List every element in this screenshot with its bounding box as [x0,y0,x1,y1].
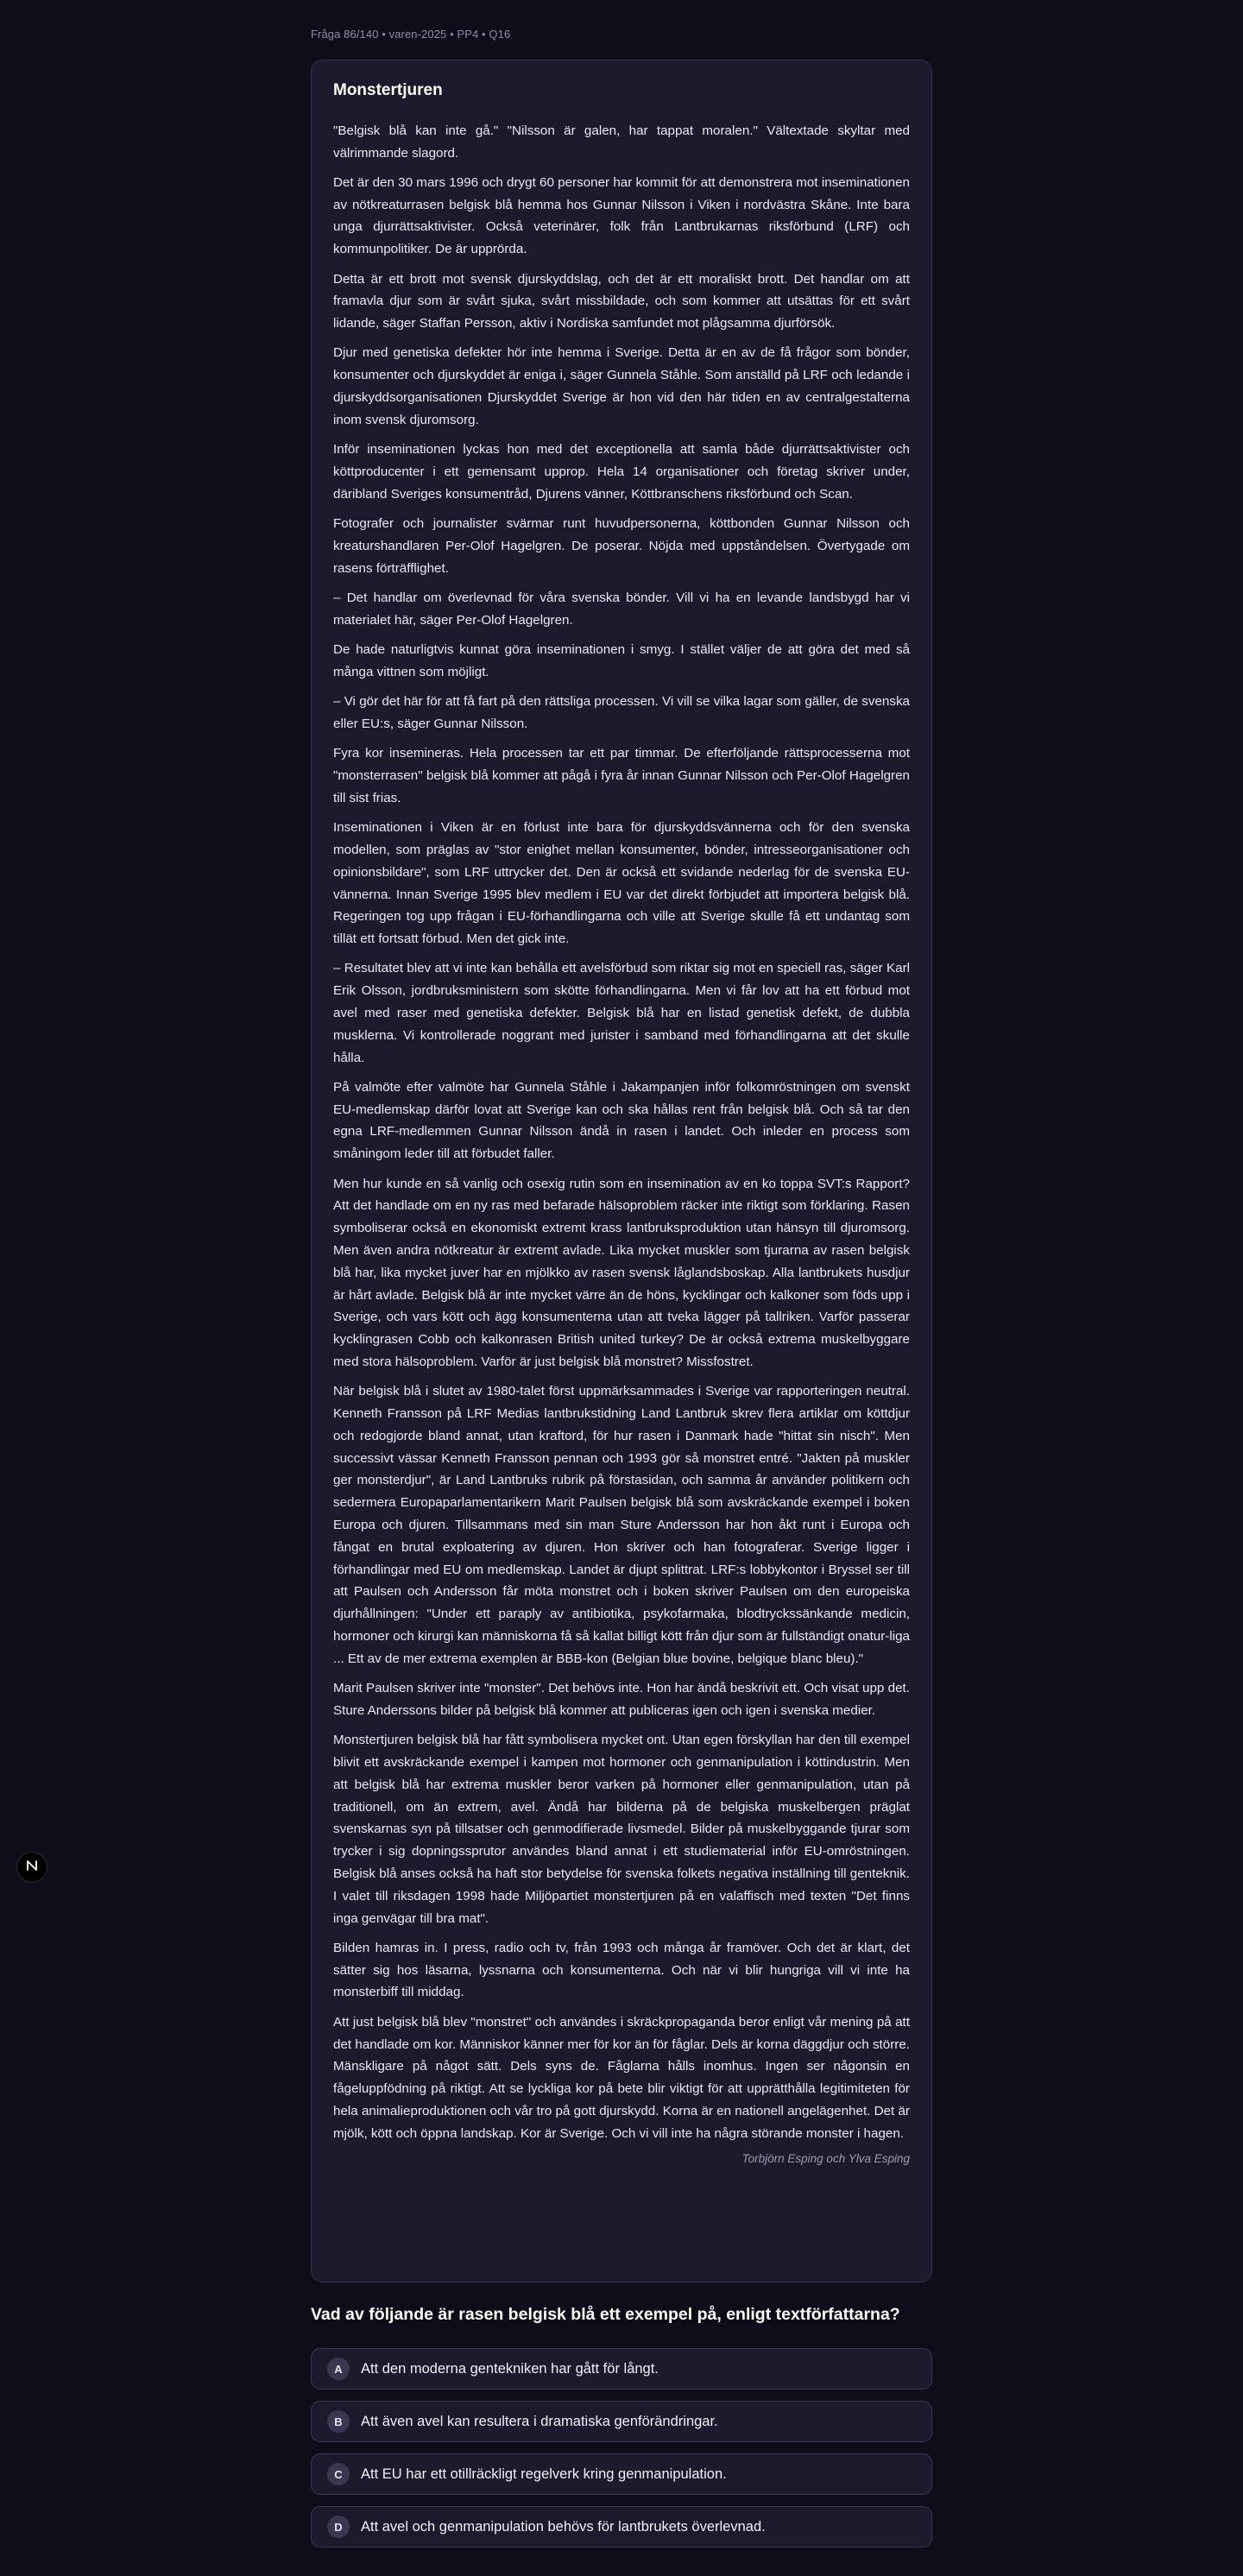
option-text: Att EU har ett otillräckligt regelverk kring genmanipulation. [361,2466,727,2482]
article-paragraph: På valmöte efter valmöte har Gunnela Ståhle i Jakampanjen inför folkomröstningen om svenskt EU-medlemskap därför lovat att Sverige kan och ska hållas rent från belgisk blå. Och så tar den egna LRF-medlemmen Gunnar Nilsson ändå in rasen i landet. Och inleder en process som småningom leder till att förbudet faller. [333,1079,910,1162]
article-paragraph: – Vi gör det här för att få fart på den rättsliga processen. Vi vill se vilka lagar som gäller, de svenska eller EU:s, säger Gunnar Nilsson. [333,694,910,731]
answer-options [311,2348,932,2559]
option-text: Att även avel kan resultera i dramatiska genförändringar. [361,2413,718,2429]
option-text: Att avel och genmanipulation behövs för lantbrukets överlevnad. [361,2518,766,2535]
breadcrumb: Fråga 86/140 • varen-2025 • PP4 • Q16 [311,28,511,41]
option-letter-badge: D [327,2516,350,2538]
article-paragraph: Inför inseminationen lyckas hon med det exceptionella att samla både djurrättsaktivister och köttproducenter i ett gemensamt upprop. Hela 14 organisationer och företag skriver under, däribland Sveriges konsumentråd, Djurens vänner, Köttbranschens riksförbund och Scan. [333,442,910,502]
article-paragraph: – Resultatet blev att vi inte kan behålla ett avelsförbud som riktar sig mot en speciell ras, säger Karl Erik Olsson, jordbruksministern som skötte förhandlingarna. Men vi får lov att ha ett förbud mot avel med raser med genetiska defekter. Belgisk blå har en listad genetisk defekt, de dubbla musklerna. Vi kontrollerade noggrant med jurister i samband med förhandlingarna att det skulle hålla. [333,961,910,1065]
article-card [311,60,932,2282]
answer-option-b[interactable] [311,2401,932,2442]
answer-option-d[interactable] [311,2506,932,2548]
n-logo-button[interactable] [16,1852,47,1883]
article-paragraph: Marit Paulsen skriver inte "monster". Det behövs inte. Hon har ändå beskrivit ett. Och visat upp det. Sture Anderssons bilder på belgisk blå kommer att publiceras igen och igen i svenska medier. [333,1681,910,1718]
article-paragraph: Men hur kunde en så vanlig och osexig rutin som en insemination av en ko toppa SVT:s Rapport? Att det handlade om en ny ras med befarade hälsoproblem räcker inte riktigt som förklaring. Rasen symboliserar också en ekonomiskt extremt krass lantbruksproduktion utan hänsyn till djuromsorg. Men även andra nötkreatur är extremt avlade. Lika mycket muskler som tjurarna av rasen belgisk blå har, lika mycket juver har en mjölkko av rasen svensk låglandsboskap. Alla lantbrukets husdjur är hårt avlade. Belgisk blå är inte mycket värre än de höns, kycklingar och kalkoner som föds upp i Sverige, och vars kött och ägg konsumenterna utan att tveka lägger på tallriken. Varför passerar kycklingrasen Cobb och kalkonrasen British united turkey? De är också extrema muskelbyggare med stora hälsoproblem. Varför är just belgisk blå monstret? Missfostret. [333,1176,910,1369]
option-text: Att den moderna gentekniken har gått för långt. [361,2360,659,2377]
article-paragraph: Djur med genetiska defekter hör inte hemma i Sverige. Detta är en av de få frågor som bönder, konsumenter och djurskyddet är eniga i, säger Gunnela Ståhle. Som anställd på LRF och ledande i djurskyddsorganisationen Djurskyddet Sverige är hon vid den här tiden en av centralgestalterna inom svensk djuromsorg. [333,345,910,427]
article-paragraph: När belgisk blå i slutet av 1980-talet först uppmärksammades i Sverige var rapporteringen neutral. Kenneth Fransson på LRF Medias lantbrukstidning Land Lantbruk skrev flera artiklar om köttdjur och redogjorde bland annat, utan kraftord, för hur rasen i Danmark hade "hittat sin nisch". Men successivt vässar Kenneth Fransson pennan och 1993 gör så monstret entré. "Jakten på muskler ger monsterdjur", är Land Lantbruks rubrik på förstasidan, och samma år använder politikern och sedermera Europaparlamentarikern Marit Paulsen belgisk blå som avskräckande exempel i boken Europa och djuren. Tillsammans med sin man Sture Andersson har hon åkt runt i Europa och fångat en brutal exploatering av djuren. Hon skriver och han fotograferar. Sverige ligger i förhandlingar med EU om medlemskap. Landet är djupt splittrat. LRF:s lobbykontor i Bryssel ser till att Paulsen och Andersson får möta monstret och i boken skriver Paulsen om den europeiska djurhållningen: "Under ett paraply av antibiotika, psykofarmaka, blodtryckssänkande medicin, hormoner och kirurgi kan människorna få så kallat billigt kött från djur som är fullständigt onatur-liga ... Ett av de mer extrema exemplen är BBB-kon (Belgian blue bovine, belgique blanc bleu)." [333,1384,910,1666]
article-paragraph: Monstertjuren belgisk blå har fått symbolisera mycket ont. Utan egen förskyllan har den till exempel blivit ett avskräckande exempel i kampen mot hormoner och genmanipulation i köttindustrin. Men att belgisk blå har extrema muskler beror varken på hormoner eller genmanipulation, utan på traditionell, om än extrem, avel. Ändå har bilderna på de belgiska muskelbergen präglat svenskarnas syn på tillsatser och genmodifierade livsmedel. Bilder på muskelbyggande tjurar som trycker i sig dopningssprutor användes bland annat i ett studiematerial inför EU-omröstningen. Belgisk blå anses också ha haft stor betydelse för svenska folkets negativa inställning till genteknik. I valet till riksdagen 1998 hade Miljöpartiet monstertjuren på en valaffisch med texten "Det finns inga genvägar till bra mat". [333,1733,910,1926]
article-paragraph: Det är den 30 mars 1996 och drygt 60 personer har kommit för att demonstrera mot inseminationen av nötkreaturrasen belgisk blå hemma hos Gunnar Nilsson i Viken i nordvästra Skåne. Inte bara unga djurrättsaktivister. Också veterinärer, folk från Lantbrukarnas riksförbund (LRF) och kommunpolitiker. De är upprörda. [333,174,910,257]
article-paragraph: Fotografer och journalister svärmar runt huvudpersonerna, köttbonden Gunnar Nilsson och kreaturshandlaren Per-Olof Hagelgren. De poserar. Nöjda med uppståndelsen. Övertygade om rasens förträfflighet. [333,516,910,576]
n-logo-icon [25,1859,39,1877]
article-byline: Torbjörn Esping och Ylva Esping [741,2152,910,2166]
answer-option-a[interactable] [311,2348,932,2390]
question-text: Vad av följande är rasen belgisk blå ett exempel på, enligt textförfattarna? [311,2305,900,2324]
article-body [333,120,910,2145]
article-paragraph: Att just belgisk blå blev "monstret" och användes i skräckpropaganda beror enligt vår mening på att det handlade om kor. Människor känner mer för kor än för fåglar. Dels är korna däggdjur och större. Mänskligare på något sätt. Dels syns de. Fåglarna hålls inomhus. Ingen ser någonsin en fågeluppfödning på riktigt. Att se lyckliga kor på bete blir viktigt för att upprätthålla legitimiteten för hela animalieproduktionen och vår tro på gott djurskydd. Korna är en nationell angelägenhet. Det är mjölk, kött och öppna landskap. Kor är Sverige. Och vi vill inte ha några störande monster i hagen. [333,2014,910,2141]
option-letter-badge: B [327,2410,350,2433]
article-paragraph: Inseminationen i Viken är en förlust inte bara för djurskyddsvännerna och för den svenska modellen, som präglas av "stor enighet mellan konsumenter, bönder, intresseorganisationer och opinionsbildare", som LRF uttrycker det. Den är också ett svidande nederlag för de svenska EU-vännerna. Innan Sverige 1995 blev medlem i EU var det direkt förbjudet att importera belgisk blå. Regeringen tog upp frågan i EU-förhandlingarna och ville att Sverige skulle få ett undantag som tillät ett fortsatt förbud. Men det gick inte. [333,820,910,947]
answer-option-c[interactable] [311,2453,932,2495]
article-paragraph: De hade naturligtvis kunnat göra inseminationen i smyg. I stället väljer de att göra det med så många vittnen som möjligt. [333,642,910,679]
article-title: Monstertjuren [333,81,443,99]
option-letter-badge: A [327,2358,350,2380]
article-paragraph: – Det handlar om överlevnad för våra svenska bönder. Vill vi ha en levande landsbygd har vi materialet här, säger Per-Olof Hagelgren. [333,590,910,628]
article-paragraph: "Belgisk blå kan inte gå." "Nilsson är galen, har tappat moralen." Vältextade skyltar med välrimmande slagord. [333,123,910,161]
option-letter-badge: C [327,2463,350,2485]
article-paragraph: Bilden hamras in. I press, radio och tv, från 1993 och många år framöver. Och det är klart, det sätter sig hos läsarna, lyssnarna och konsumenterna. Och när vi blir hungriga vill vi inte ha monsterbiff till middag. [333,1940,910,2000]
article-paragraph: Detta är ett brott mot svensk djurskyddslag, och det är ett moraliskt brott. Det handlar om att framavla djur som är svårt sjuka, svårt missbildade, och som kommer att utsättas för ett svårt lidande, säger Staffan Persson, aktiv i Nordiska samfundet mot plågsamma djurförsök. [333,271,910,331]
article-paragraph: Fyra kor insemineras. Hela processen tar ett par timmar. De efterföljande rättsprocesserna mot "monsterrasen" belgisk blå kommer att pågå i fyra år innan Gunnar Nilsson och Per-Olof Hagelgren till sist frias. [333,746,910,805]
